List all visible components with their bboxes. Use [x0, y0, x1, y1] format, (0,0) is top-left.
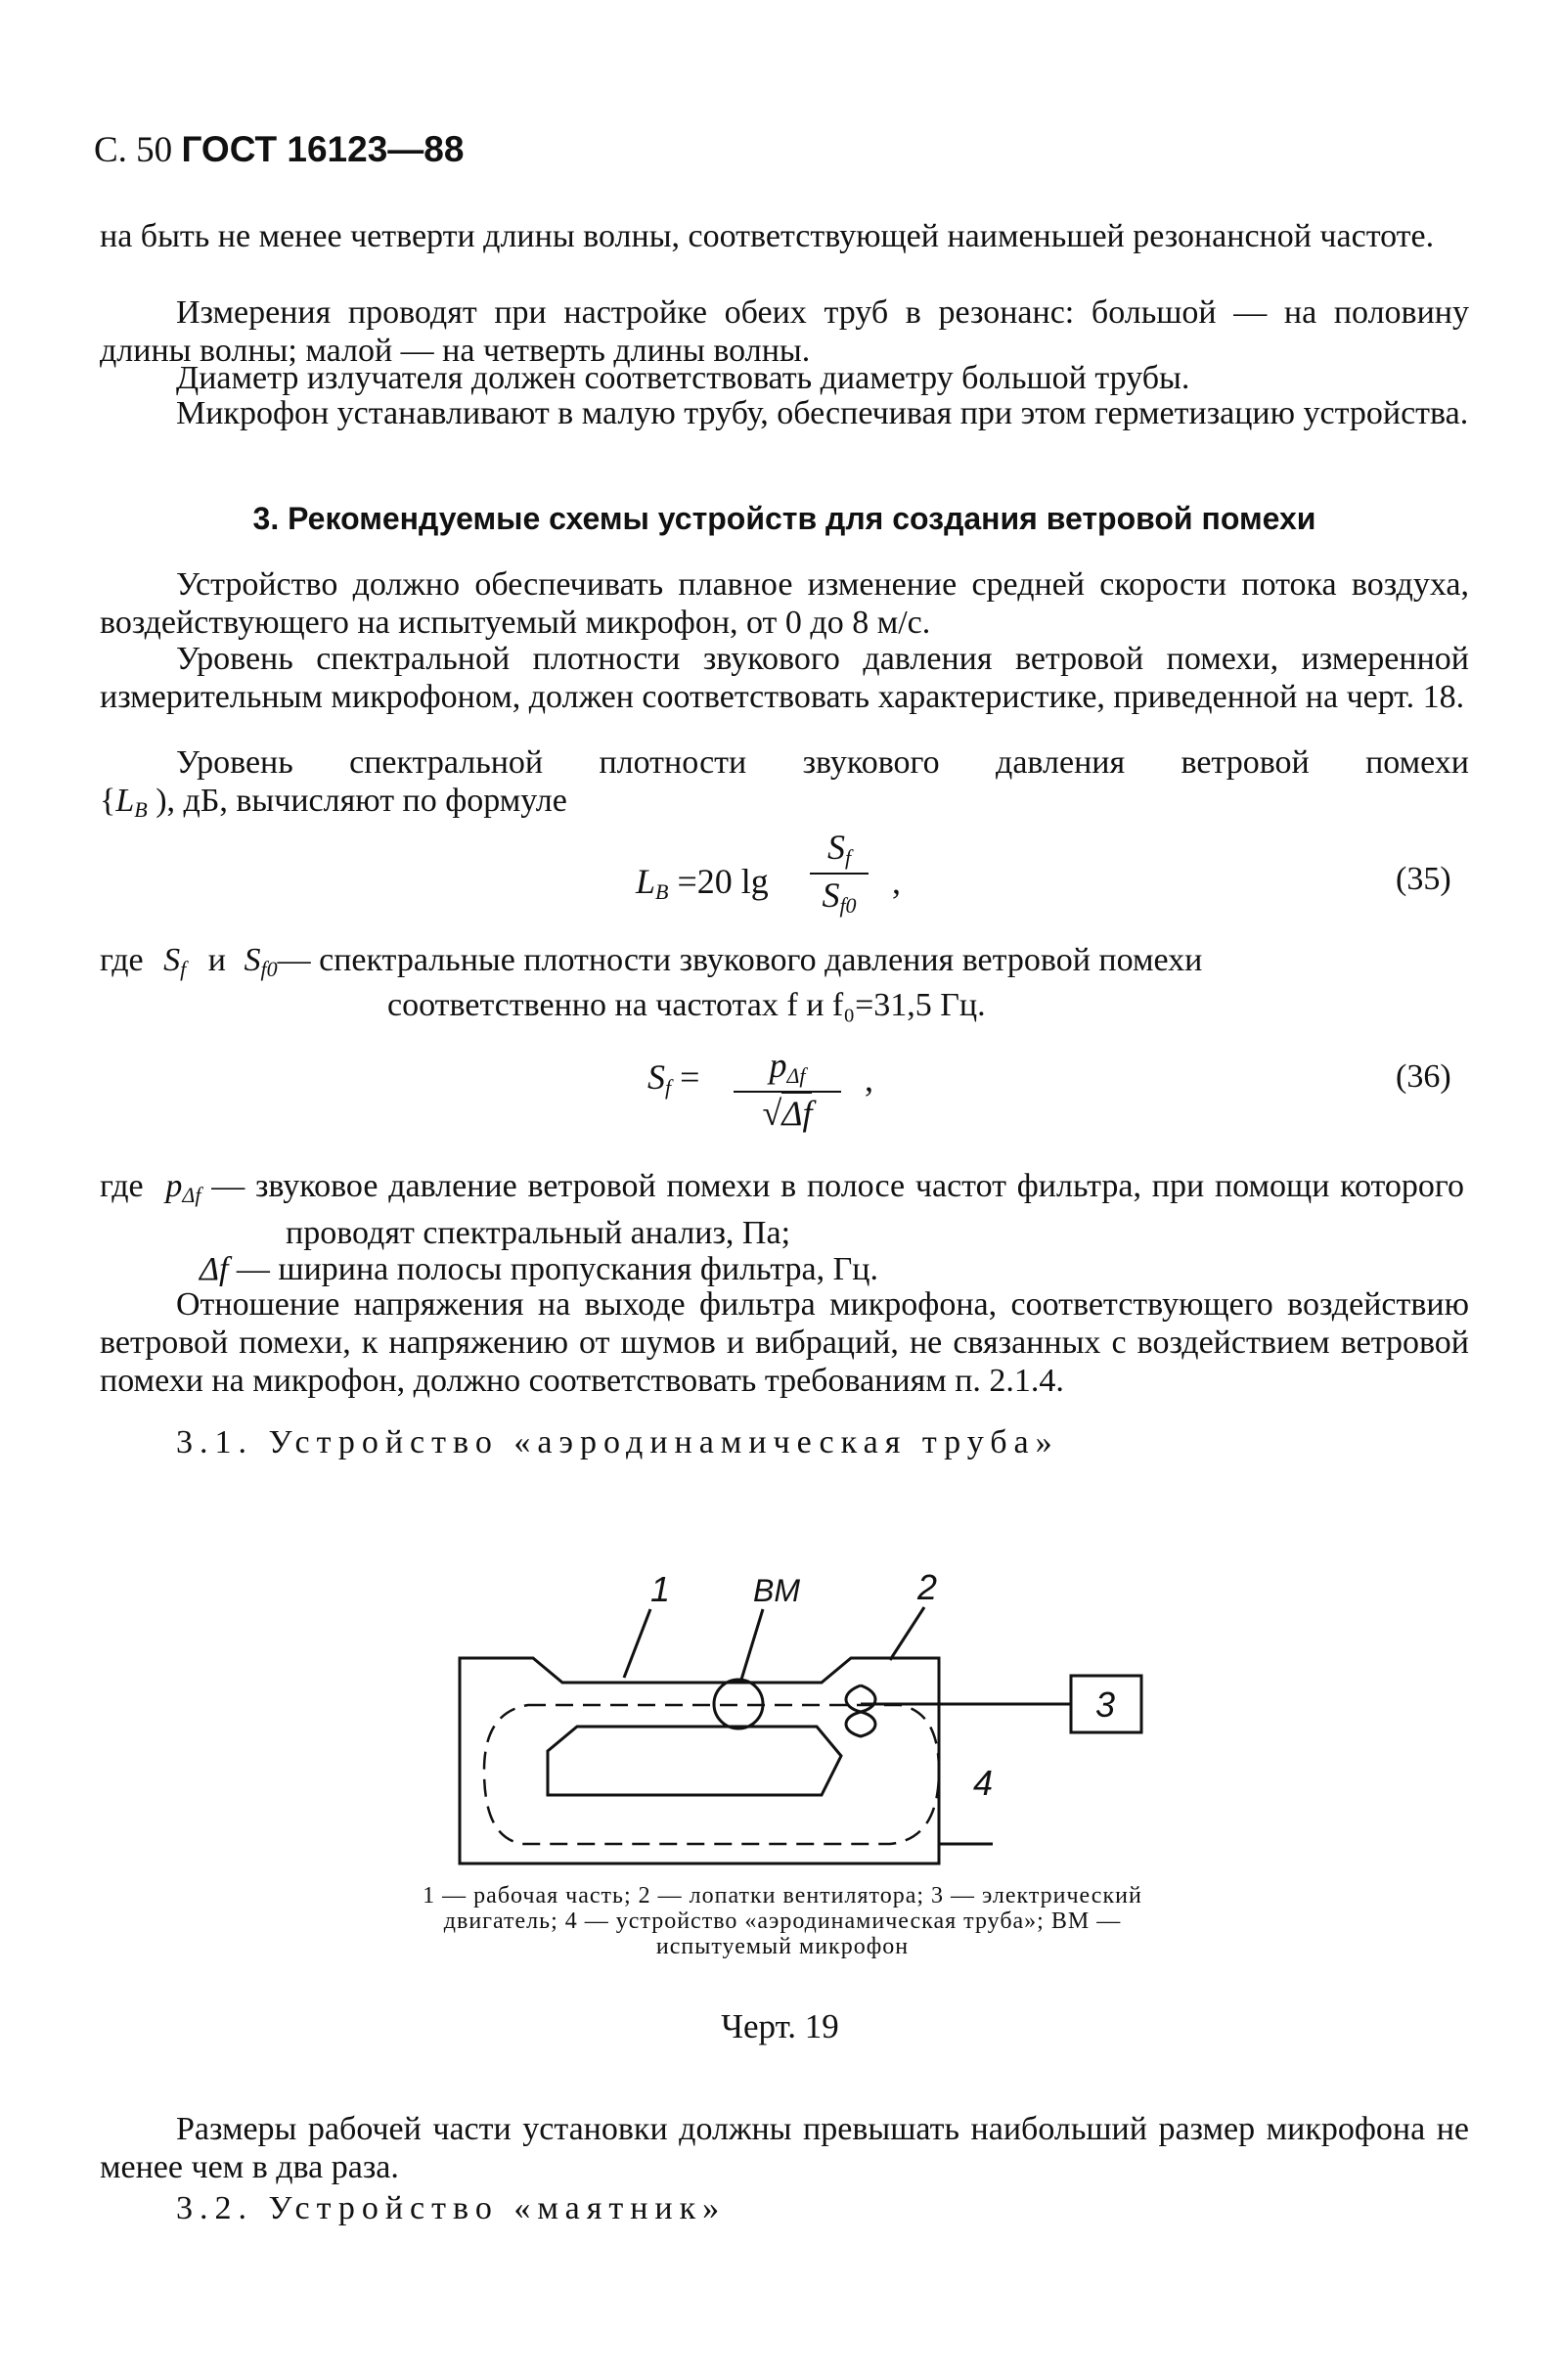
paragraph-continuation: на быть не менее четверти длины волны, соответствующей наименьшей резонансной частоте.: [100, 218, 1435, 254]
label-3: 3: [1095, 1684, 1116, 1725]
tunnel-inner-body: [548, 1727, 841, 1795]
paragraph-emitter-diameter: Диаметр излучателя должен соответствовать диаметру большой трубы.: [176, 360, 1190, 396]
page-number: С. 50: [94, 130, 173, 170]
symbol-l-sub: B: [134, 797, 148, 822]
paragraph-level-formula-intro-2: {$L_B$ ), дБ, вычисляют по формуле: [100, 783, 567, 822]
where-clause-1: где $S_f$ и $S_{f0}—$ спектральные плотности звукового давления ветровой помехи: [100, 942, 1203, 981]
formula-36-number: (36): [1396, 1058, 1451, 1095]
paragraph-flow-speed: Устройство должно обеспечивать плавное изменение средней скорости потока воздуха, воздействующего на испытуемый микрофон, от 0 до 8 м/с.: [100, 566, 1469, 641]
fan-blades: [846, 1685, 875, 1736]
formula-36-fraction: $p_{\Delta f}$ √Δf: [734, 1045, 841, 1134]
formula-35-number: (35): [1396, 861, 1451, 897]
label-2: 2: [917, 1567, 938, 1607]
section-heading: 3. Рекомендуемые схемы устройств для создания ветровой помехи: [252, 501, 1316, 536]
subsection-3-2-title: 3.2. Устройство «маятник»: [176, 2190, 727, 2226]
paragraph-voltage-ratio: Отношение напряжения на выходе фильтра микрофона, соответствующего воздействию ветровой помехи, к напряжению от шумов и вибраций, не связанных с воздействием ветровой помехи на микрофон, должно соответствовать требованиям п. 2.1.4.: [100, 1286, 1469, 1399]
page-header: [94, 129, 464, 171]
formula-intro-text: , дБ, вычисляют по формуле: [166, 783, 567, 819]
where-clause-1-cont: соответственно на частотах f и f₀=31,5 Гц.: [387, 987, 986, 1023]
label-1: 1: [650, 1569, 671, 1609]
leader-line-2: [890, 1607, 924, 1660]
paragraph-level-formula-intro: Уровень спектральной плотности звукового давления ветровой помехи: [176, 744, 1469, 781]
figure-title: Черт. 19: [721, 2007, 839, 2045]
wind-tunnel-diagram: [430, 1550, 1213, 1873]
formula-35-comma: ,: [892, 862, 901, 901]
symbol-l: L: [115, 783, 135, 819]
formula-35-lhs: $L_B =20$ lg: [636, 862, 769, 904]
where-clause-2-cont: Δf — ширина полосы пропускания фильтра, Гц.: [200, 1251, 878, 1287]
formula-36-comma: ,: [865, 1059, 873, 1099]
leader-line-bm: [741, 1609, 763, 1680]
figure-caption: 1 — рабочая часть; 2 — лопатки вентилятора; 3 — электрический двигатель; 4 — устройство «аэродинамическая труба»; ВМ — испытуемый микрофон: [423, 1883, 1142, 1959]
where-clause-2: где $p_{\Delta f}$ — звуковое давление ветровой помехи в полосе частот фильтра, при помощи которого проводят спектральный анализ, Па;: [100, 1168, 1465, 1251]
paragraph-measurements: Измерения проводят при настройке обеих труб в резонанс: большой — на половину длины волны; малой — на четверть длины волны.: [100, 294, 1469, 369]
leader-line-1: [624, 1609, 650, 1678]
label-bm: ВМ: [753, 1573, 800, 1608]
standard-code: ГОСТ 16123—88: [181, 129, 465, 169]
paragraph-working-part-size: Размеры рабочей части установки должны превышать наибольший размер микрофона не менее чем в два раза.: [100, 2111, 1469, 2185]
paragraph-spectral-level: Уровень спектральной плотности звукового давления ветровой помехи, измеренной измерительным микрофоном, должен соответствовать характеристике, приведенной на черт. 18.: [100, 641, 1469, 715]
subsection-3-1-title: 3.1. Устройство «аэродинамическая труба»: [176, 1424, 1059, 1460]
label-4: 4: [973, 1763, 994, 1803]
paragraph-microphone: Микрофон устанавливают в малую трубу, обеспечивая при этом герметизацию устройства.: [176, 395, 1469, 431]
formula-36-lhs: $S_f$ =: [647, 1057, 700, 1100]
formula-35-fraction: $\frac{S_f}{S_{f0}}$: [810, 827, 869, 919]
